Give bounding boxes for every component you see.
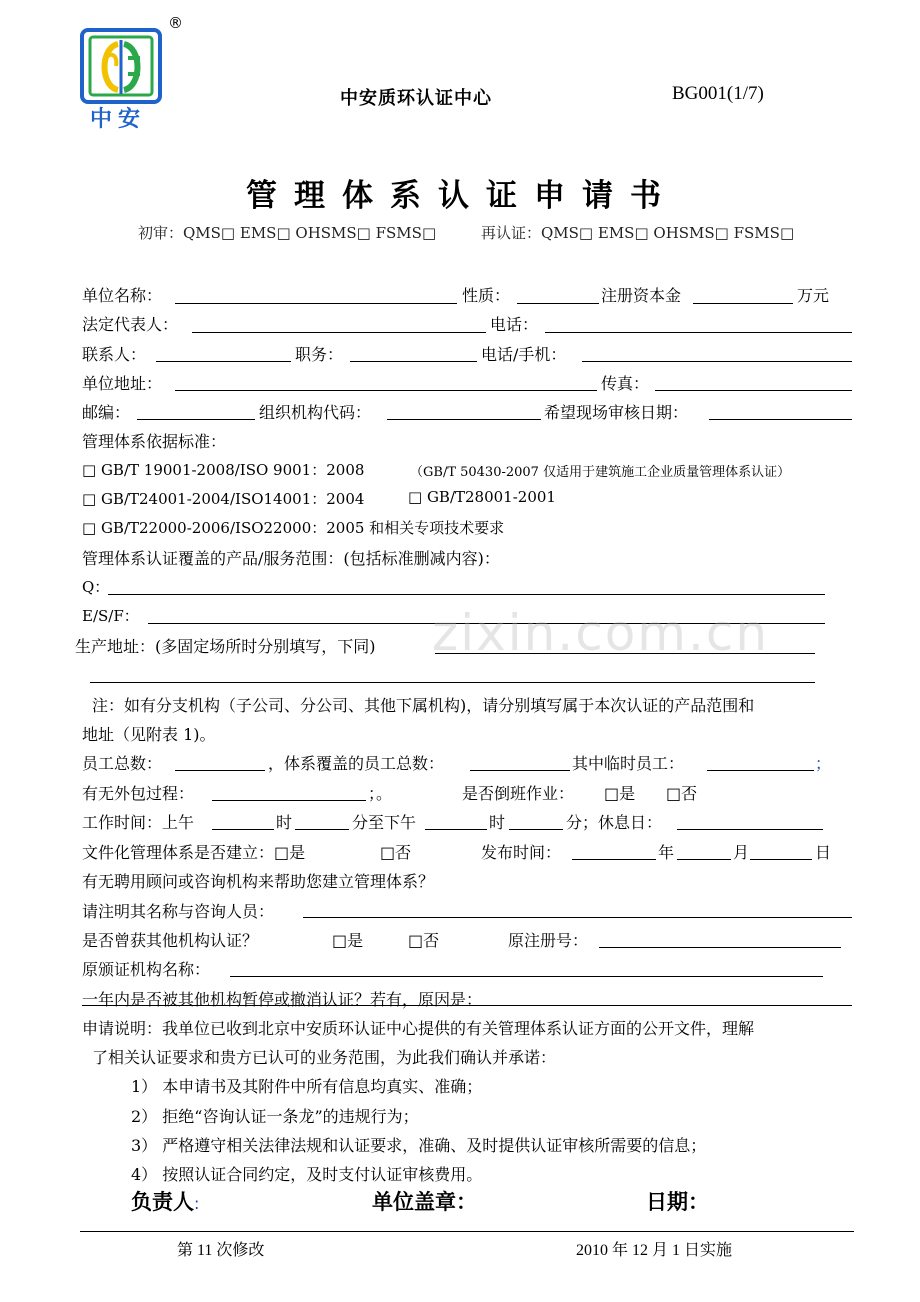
label-unit-name: 单位名称： (82, 286, 163, 305)
label-org-code: 组织机构代码： (259, 403, 372, 422)
header-code: BG001(1/7) (672, 83, 764, 104)
field-staff-covered[interactable] (470, 770, 570, 771)
standard-option-28001[interactable]: □ GB/T28001-2001 (408, 488, 556, 506)
label-address: 单位地址： (82, 374, 163, 393)
label-contact: 联系人： (82, 345, 147, 364)
field-release-month[interactable] (677, 859, 731, 860)
shift-no-checkbox[interactable]: □否 (666, 784, 698, 803)
standards-title: 管理体系依据标准： (82, 432, 227, 451)
field-position[interactable] (350, 361, 477, 362)
footer-effective: 2010 年 12 月 1 日实施 (576, 1242, 733, 1259)
label-staff-total: 员工总数： (82, 754, 163, 773)
staff-semicolon: ； (815, 754, 832, 773)
label-year: 年 (658, 843, 675, 862)
field-suspended[interactable] (82, 1005, 852, 1006)
standard-option-9001[interactable]: □ GB/T 19001-2008/ISO 9001：2008 (82, 461, 365, 479)
field-am-minute[interactable] (295, 829, 349, 830)
standard-option-22000[interactable]: □ GB/T22000-2006/ISO22000：2005 和相关专项技术要求 (82, 519, 505, 537)
other-cert-yes-checkbox[interactable]: □是 (332, 931, 364, 950)
field-orig-body[interactable] (230, 976, 823, 977)
standard-9001-note: （GB/T 50430-2007 仅适用于建筑施工企业质量管理体系认证） (410, 465, 791, 480)
commitment-item-3: 3） 严格遵守相关法律法规和认证要求，准确、及时提供认证审核所需要的信息； (131, 1136, 707, 1155)
field-mobile[interactable] (582, 361, 852, 362)
logo (80, 28, 162, 132)
field-legal-rep[interactable] (192, 332, 486, 333)
consultant-question: 有无聘用顾问或咨询机构来帮助您建立管理体系？ (82, 872, 435, 891)
scope-title: 管理体系认证覆盖的产品/服务范围：(包括标准删减内容)： (82, 549, 500, 568)
field-staff-total[interactable] (175, 770, 265, 771)
watermark: zixin.com.cn (432, 604, 770, 662)
field-rest-day[interactable] (677, 829, 823, 830)
header-org: 中安质环认证中心 (340, 88, 492, 109)
field-pm-minute[interactable] (509, 829, 563, 830)
label-min-to-pm: 分至下午 (352, 813, 417, 832)
subtitle-initial: 初审：QMS□ EMS□ OHSMS□ FSMS□ (138, 224, 437, 242)
footer-divider (80, 1231, 854, 1232)
commitment-item-4: 4） 按照认证合同约定，及时支付认证审核费用。 (131, 1165, 483, 1184)
field-phone[interactable] (545, 332, 852, 333)
label-phone: 电话： (490, 315, 539, 334)
field-postcode[interactable] (137, 419, 255, 420)
field-unit-name[interactable] (175, 303, 457, 304)
logo-text: 中安 (90, 107, 147, 132)
registered-mark: ® (168, 14, 183, 32)
signature-person-text: 负责人 (131, 1190, 194, 1214)
label-scope-q: Q： (82, 578, 110, 596)
field-contact[interactable] (156, 361, 291, 362)
field-consultant-name[interactable] (303, 917, 852, 918)
commitment-item-1: 1） 本申请书及其附件中所有信息均真实、准确； (131, 1077, 483, 1096)
label-minute-rest: 分；休息日： (566, 813, 663, 832)
field-release-day[interactable] (750, 859, 812, 860)
statement-line-1: 申请说明：我单位已收到北京中安质环认证中心提供的有关管理体系认证方面的公开文件，理解 (82, 1019, 755, 1038)
note-line-2: 地址（见附表 1)。 (82, 725, 216, 744)
label-day: 日 (815, 843, 832, 862)
label-staff-temp: 其中临时员工： (572, 754, 685, 773)
signature-person-label (131, 1186, 199, 1216)
label-consultant-name: 请注明其名称与咨询人员： (82, 902, 275, 921)
footer-revision: 第 11 次修改 (177, 1242, 265, 1259)
label-suspended: 一年内是否被其他机构暂停或撤消认证？若有，原因是： (82, 990, 483, 1009)
outsource-end: ；。 (368, 784, 393, 803)
note-line-1: 注：如有分支机构（子公司、分公司、其他下属机构)，请分别填写属于本次认证的产品范围和 (92, 696, 755, 715)
label-position: 职务： (295, 345, 344, 364)
signature-person-colon: : (194, 1194, 200, 1213)
shift-yes-checkbox[interactable]: □是 (604, 784, 636, 803)
field-fax[interactable] (655, 390, 852, 391)
commitment-item-2: 2） 拒绝“咨询认证一条龙”的违规行为； (131, 1107, 419, 1126)
page-title: 管理体系认证申请书 (246, 178, 678, 214)
doc-system-no-checkbox[interactable]: □否 (380, 843, 412, 862)
label-capital-unit: 万元 (797, 286, 830, 305)
statement-line-2: 了相关认证要求和贵方已认可的业务范围，为此我们确认并承诺： (92, 1048, 557, 1067)
field-org-code[interactable] (387, 419, 541, 420)
label-doc-system[interactable]: 文件化管理体系是否建立：□是 (82, 843, 306, 862)
field-outsource[interactable] (212, 800, 366, 801)
field-scope-q[interactable] (108, 594, 825, 595)
logo-mark-icon (80, 28, 162, 104)
label-release-time: 发布时间： (481, 843, 562, 862)
field-orig-reg[interactable] (599, 947, 841, 948)
subtitle-recert: 再认证：QMS□ EMS□ OHSMS□ FSMS□ (481, 224, 795, 242)
label-hour-1: 时 (276, 813, 293, 832)
signature-date-label: 日期： (646, 1190, 709, 1214)
label-mobile: 电话/手机： (481, 345, 567, 364)
other-cert-no-checkbox[interactable]: □否 (408, 931, 440, 950)
label-legal-rep: 法定代表人： (82, 315, 179, 334)
label-nature: 性质： (462, 286, 511, 305)
label-shift: 是否倒班作业： (462, 784, 575, 803)
field-address[interactable] (175, 390, 597, 391)
label-prod-address: 生产地址：(多固定场所时分别填写，下同) (75, 637, 376, 656)
label-other-cert: 是否曾获其他机构认证？ (82, 931, 259, 950)
label-scope-esf: E/S/F： (82, 607, 139, 625)
field-nature[interactable] (517, 303, 599, 304)
label-orig-body: 原颁证机构名称： (82, 960, 211, 979)
field-prod-address-line2[interactable] (90, 682, 815, 683)
field-audit-date[interactable] (709, 419, 852, 420)
field-capital[interactable] (693, 303, 793, 304)
signature-seal-label: 单位盖章： (372, 1190, 477, 1214)
label-postcode: 邮编： (82, 403, 131, 422)
label-orig-reg: 原注册号： (508, 931, 589, 950)
label-month: 月 (733, 843, 750, 862)
label-capital: 注册资本金 (601, 286, 682, 305)
label-fax: 传真： (601, 374, 650, 393)
label-work-time: 工作时间：上午 (82, 813, 195, 832)
label-staff-covered: ，体系覆盖的员工总数： (268, 754, 445, 773)
field-am-hour[interactable] (212, 829, 274, 830)
label-audit-date: 希望现场审核日期： (544, 403, 689, 422)
field-pm-hour[interactable] (425, 829, 487, 830)
field-release-year[interactable] (572, 859, 656, 860)
standard-option-14001[interactable]: □ GB/T24001-2004/ISO14001：2004 (82, 490, 365, 508)
label-outsource: 有无外包过程： (82, 784, 195, 803)
field-staff-temp[interactable] (707, 770, 814, 771)
label-hour-2: 时 (489, 813, 506, 832)
